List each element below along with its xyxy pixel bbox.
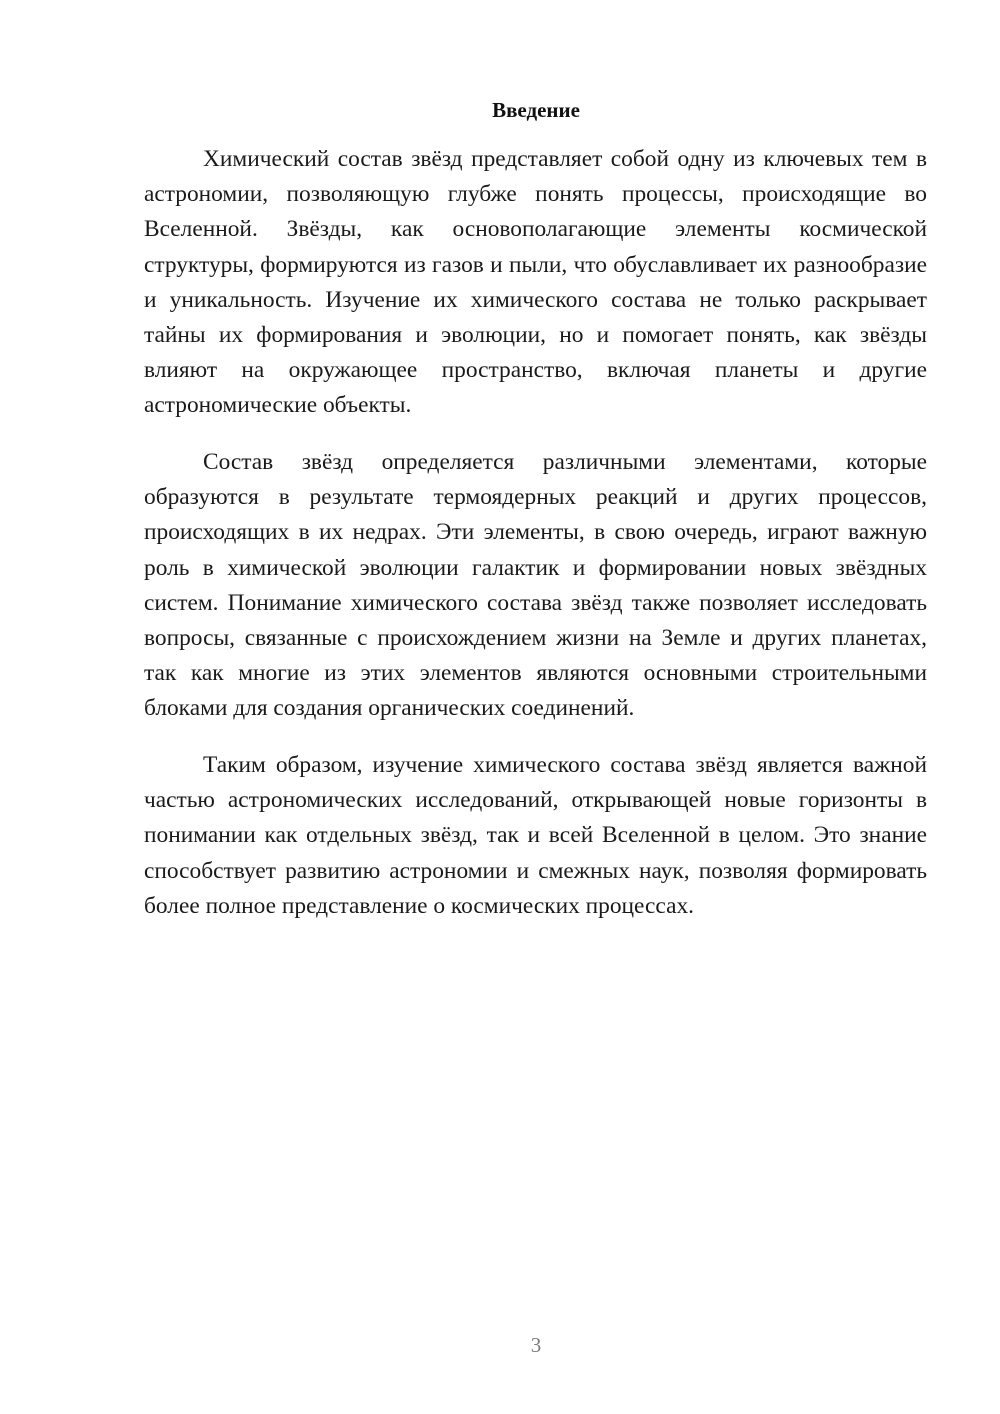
- section-heading: Введение: [492, 98, 580, 122]
- paragraph-3: Таким образом, изучение химического состава звёзд является важной частью астрономических исследований, открывающей новые горизонты в понимании как отдельных звёзд, так и всей Вселенной в целом. Это знание способствует развитию астрономии и смежных наук, позволяя формировать более полное представление о космических процессах.: [144, 752, 927, 919]
- page-number: 3: [530, 1333, 542, 1357]
- paragraph-1: Химический состав звёзд представляет собой одну из ключевых тем в астрономии, позволяющую глубже понять процессы, происходящие во Вселенной. Звёзды, как основополагающие элементы космической структуры, формируются из газов и пыли, что обуславливает их разнообразие и уникальность. Изучение их химического состава не только раскрывает тайны их формирования и эволюции, но и помогает понять, как звёзды влияют на окружающее пространство, включая планеты и другие астрономические объекты.: [144, 146, 927, 419]
- paragraph-2: Состав звёзд определяется различными элементами, которые образуются в результате термоядерных реакций и других процессов, происходящих в их недрах. Эти элементы, в свою очередь, играют важную роль в химической эволюции галактик и формировании новых звёздных систем. Понимание химического состава звёзд также позволяет исследовать вопросы, связанные с происхождением жизни на Земле и других планетах, так как многие из этих элементов являются основными строительными блоками для создания органических соединений.: [144, 449, 927, 722]
